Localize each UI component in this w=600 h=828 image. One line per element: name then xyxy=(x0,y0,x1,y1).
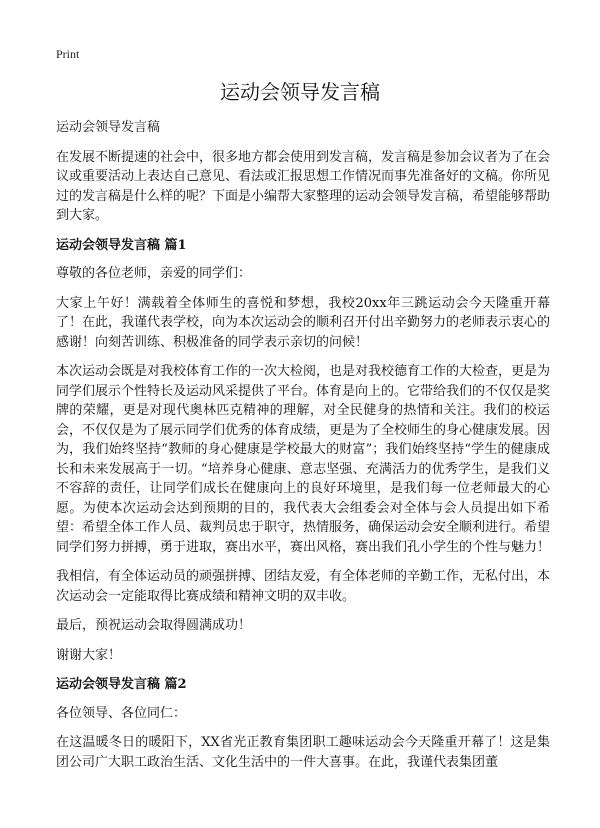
section-1-paragraph: 我相信，有全体运动员的顽强拼搏、团结友爱，有全体老师的辛勤工作，无私付出，本次运动会一定能取得比赛成绩和精神文明的双丰收。 xyxy=(56,569,551,604)
section-1-paragraph: 本次运动会既是对我校体育工作的一次大检阅，也是对我校德育工作的大检查，更是为同学们展示个性特长及运动风采提供了平台。体育是向上的。它带给我们的不仅仅是奖牌的荣耀，更是对现代奥林匹克精神的理解，对全民健身的热情和关注。我们的校运会，不仅仅是为了展示同学们优秀的体育成绩，更是为了全校师生的身心健康发展。因为，我们始终坚持“教师的身心健康是学校最大的财富”；我们始终坚持“学生的健康成长和未来发展高于一切。“培养身心健康、意志坚强、充满活力的优秀学生，是我们义不容辞的责任，让同学们成长在健康向上的良好环境里，是我们每一位老师最大的心愿。为使本次运动会达到预期的目的，我代表大会组委会对全体与会人员提出如下希望：希望全体工作人员、裁判员忠于职守，热情服务，确保运动会安全顺利进行。希望同学们努力拼搏，勇于进取，赛出水平，赛出风格，赛出我们孔小学生的个性与魅力！ xyxy=(56,364,551,555)
section-2-greeting: 各位领导、各位同仁： xyxy=(56,705,187,721)
page-title: 运动会领导发言稿 xyxy=(220,80,380,104)
article-subtitle: 运动会领导发言稿 xyxy=(56,120,161,135)
section-heading-1: 运动会领导发言稿 篇1 xyxy=(56,237,187,253)
section-1-greeting: 尊敬的各位老师，亲爱的同学们： xyxy=(56,266,252,281)
intro-paragraph: 在发展不断提速的社会中，很多地方都会使用到发言稿，发言稿是参加会议者为了在会议或重要活动上表达自己意见、看法或汇报思想工作情况而事先准备好的文稿。你所见过的发言稿是什么样的呢？下面是小编帮大家整理的运动会领导发言稿，希望能够帮助到大家。 xyxy=(56,149,551,223)
print-label: Print xyxy=(56,47,80,61)
section-2-paragraph: 在这温暖冬日的暖阳下，XX省光正教育集团职工趣味运动会今天隆重开幕了！这是集团公司广大职工政治生活、文化生活中的一件大喜事。在此，我谨代表集团董 xyxy=(56,735,550,770)
article-body xyxy=(56,118,550,782)
section-1-closing: 谢谢大家！ xyxy=(56,647,122,663)
section-heading-2: 运动会领导发言稿 篇2 xyxy=(56,677,187,692)
section-1-paragraph: 大家上午好！满载着全体师生的喜悦和梦想，我校20xx年三跳运动会今天隆重开幕了！在此，我谨代表学校，向为本次运动会的顺利召开付出辛勤努力的老师表示衷心的感谢！向刻苦训练、积极准备的同学表示亲切的问候！ xyxy=(56,295,551,350)
section-1-paragraph: 最后，预祝运动会取得圆满成功！ xyxy=(56,618,252,633)
